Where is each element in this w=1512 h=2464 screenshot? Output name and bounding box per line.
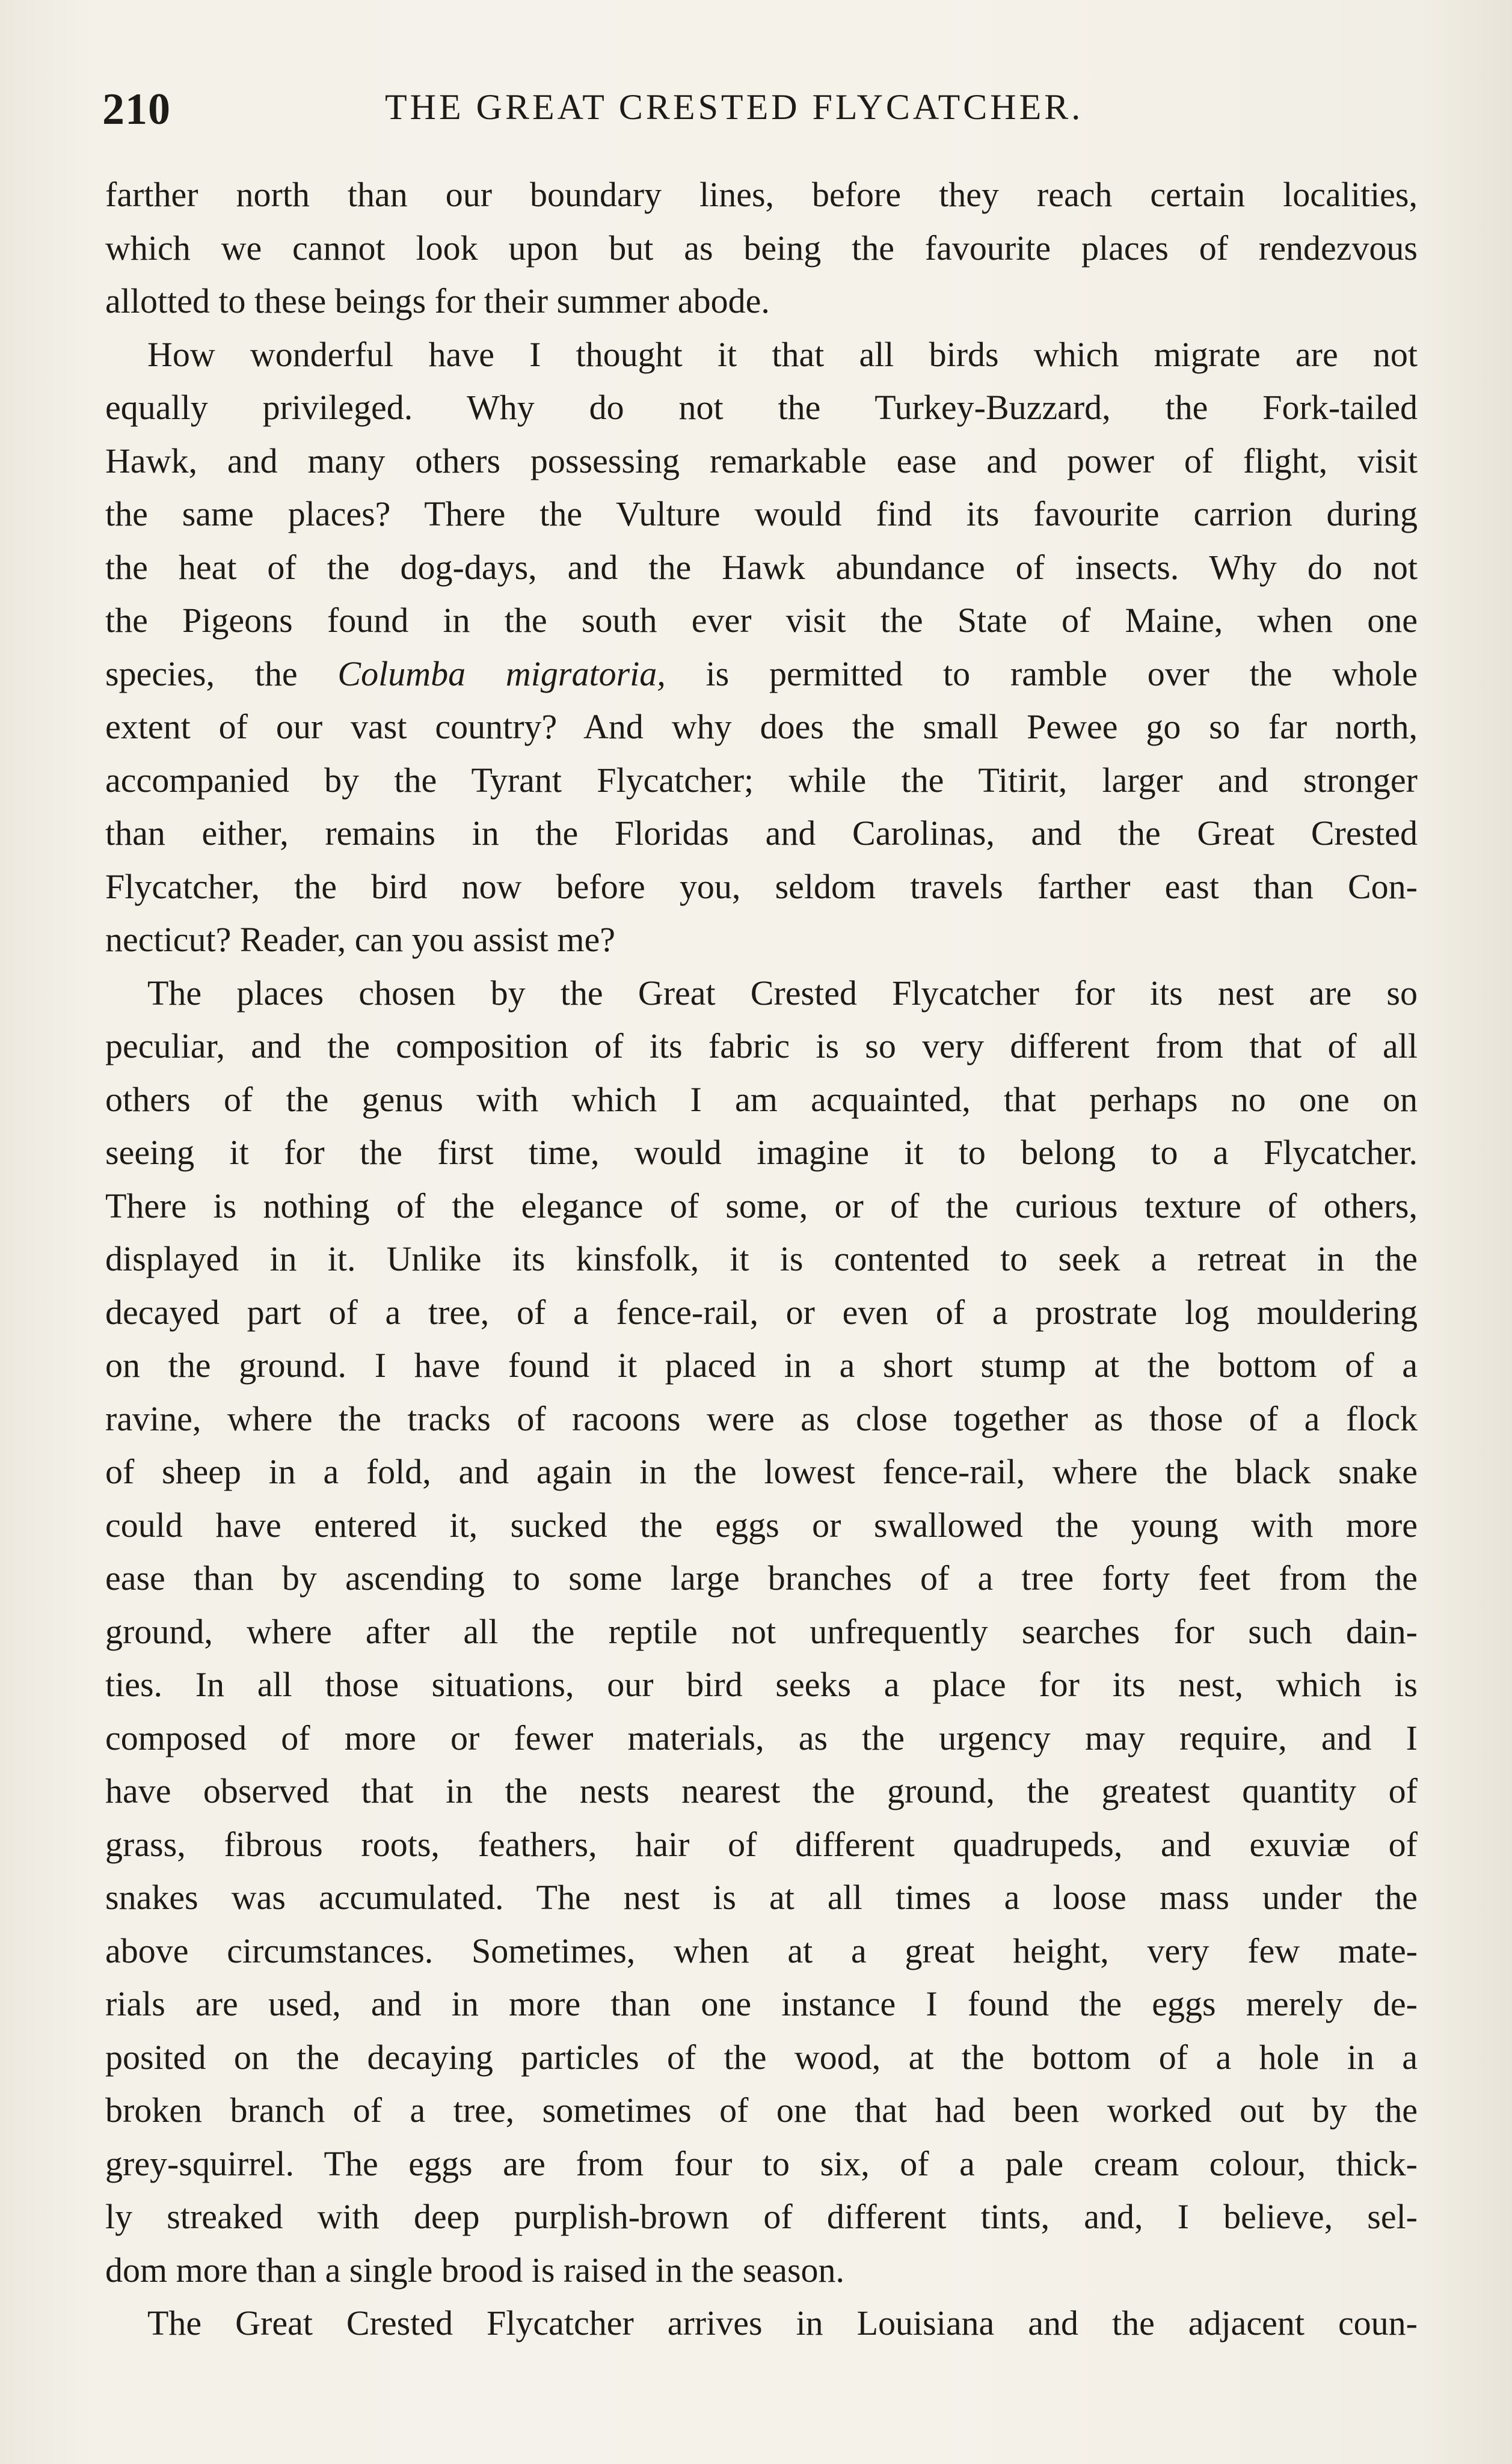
- text-line: ground, where after all the reptile not unfrequently searches for such dain-: [105, 1611, 1418, 1651]
- text-line: ease than by ascending to some large branches of a tree forty feet from the: [105, 1558, 1418, 1598]
- species-line-start: species, the: [105, 654, 338, 693]
- text-line: Flycatcher, the bird now before you, seldom travels farther east than Con-: [105, 866, 1418, 906]
- text-line: How wonderful have I thought it that all birds which migrate are not: [147, 334, 1418, 374]
- text-line: There is nothing of the elegance of some, or of the curious texture of others,: [105, 1186, 1418, 1225]
- text-line: the Pigeons found in the south ever visit the State of Maine, when one: [105, 601, 1418, 640]
- text-line: grass, fibrous roots, feathers, hair of different quadrupeds, and exuviæ of: [105, 1824, 1418, 1864]
- text-line: seeing it for the first time, would imagine it to belong to a Flycatcher.: [105, 1133, 1418, 1172]
- text-line: necticut? Reader, can you assist me?: [105, 920, 615, 959]
- text-line: which we cannot look upon but as being the favourite places of rendezvous: [105, 228, 1418, 268]
- page-header: [102, 84, 1425, 150]
- text-line: displayed in it. Unlike its kinsfolk, it is contented to seek a retreat in the: [105, 1239, 1418, 1278]
- text-line: composed of more or fewer materials, as the urgency may require, and I: [105, 1718, 1418, 1758]
- paragraph-2: [105, 328, 1418, 967]
- page-number: 210: [102, 85, 171, 134]
- text-line: The Great Crested Flycatcher arrives in Louisiana and the adjacent coun-: [147, 2303, 1418, 2343]
- text-line: rials are used, and in more than one instance I found the eggs merely de-: [105, 1984, 1418, 2023]
- species-line-rest: is permitted to ramble over the whole: [665, 654, 1418, 693]
- text-line: ly streaked with deep purplish-brown of different tints, and, I believe, sel-: [105, 2197, 1418, 2236]
- text-line: could have entered it, sucked the eggs or swallowed the young with more: [105, 1505, 1418, 1545]
- text-line: snakes was accumulated. The nest is at all times a loose mass under the: [105, 1878, 1418, 1917]
- text-line: peculiar, and the composition of its fabric is so very different from that of all: [105, 1026, 1418, 1065]
- text-line: have observed that in the nests nearest the ground, the greatest quantity of: [105, 1771, 1418, 1810]
- text-line: ties. In all those situations, our bird seeks a place for its nest, which is: [105, 1665, 1418, 1704]
- paragraph-3: [105, 967, 1418, 2297]
- text-line: posited on the decaying particles of the wood, at the bottom of a hole in a: [105, 2037, 1418, 2077]
- text-line: on the ground. I have found it placed in a short stump at the bottom of a: [105, 1346, 1418, 1385]
- text-line: the same places? There the Vulture would find its favourite carrion during: [105, 494, 1418, 533]
- text-line: ravine, where the tracks of racoons were as close together as those of a flock: [105, 1399, 1418, 1438]
- text-line: of sheep in a fold, and again in the lowest fence-rail, where the black snake: [105, 1452, 1418, 1491]
- paragraph-1: [105, 168, 1418, 328]
- text-line: the heat of the dog-days, and the Hawk abundance of insects. Why do not: [105, 547, 1418, 587]
- text-line: others of the genus with which I am acquainted, that perhaps no one on: [105, 1079, 1418, 1119]
- running-head: THE GREAT CRESTED FLYCATCHER.: [385, 87, 1084, 127]
- body-text: [105, 168, 1418, 2350]
- species-name: Columba migratoria,: [337, 654, 666, 693]
- text-line: broken branch of a tree, sometimes of one that had been worked out by the: [105, 2091, 1418, 2130]
- text-line: extent of our vast country? And why does the small Pewee go so far north,: [105, 707, 1418, 746]
- text-line: decayed part of a tree, of a fence-rail, or even of a prostrate log mouldering: [105, 1292, 1418, 1332]
- text-line: equally privileged. Why do not the Turkey-Buzzard, the Fork-tailed: [105, 388, 1418, 427]
- text-line: allotted to these beings for their summer abode.: [105, 281, 770, 320]
- text-line: The places chosen by the Great Crested Flycatcher for its nest are so: [147, 973, 1418, 1013]
- text-line: above circumstances. Sometimes, when at a great height, very few mate-: [105, 1931, 1418, 1970]
- text-line: dom more than a single brood is raised in the season.: [105, 2250, 845, 2290]
- text-line: grey-squirrel. The eggs are from four to six, of a pale cream colour, thick-: [105, 2144, 1418, 2183]
- paragraph-4: [105, 2297, 1418, 2350]
- text-line-with-species: [105, 648, 1418, 701]
- text-line: accompanied by the Tyrant Flycatcher; while the Titirit, larger and stronger: [105, 760, 1418, 800]
- text-line: Hawk, and many others possessing remarkable ease and power of flight, visit: [105, 441, 1418, 480]
- text-line: than either, remains in the Floridas and Carolinas, and the Great Crested: [105, 814, 1418, 853]
- text-line: farther north than our boundary lines, before they reach certain localities,: [105, 175, 1418, 214]
